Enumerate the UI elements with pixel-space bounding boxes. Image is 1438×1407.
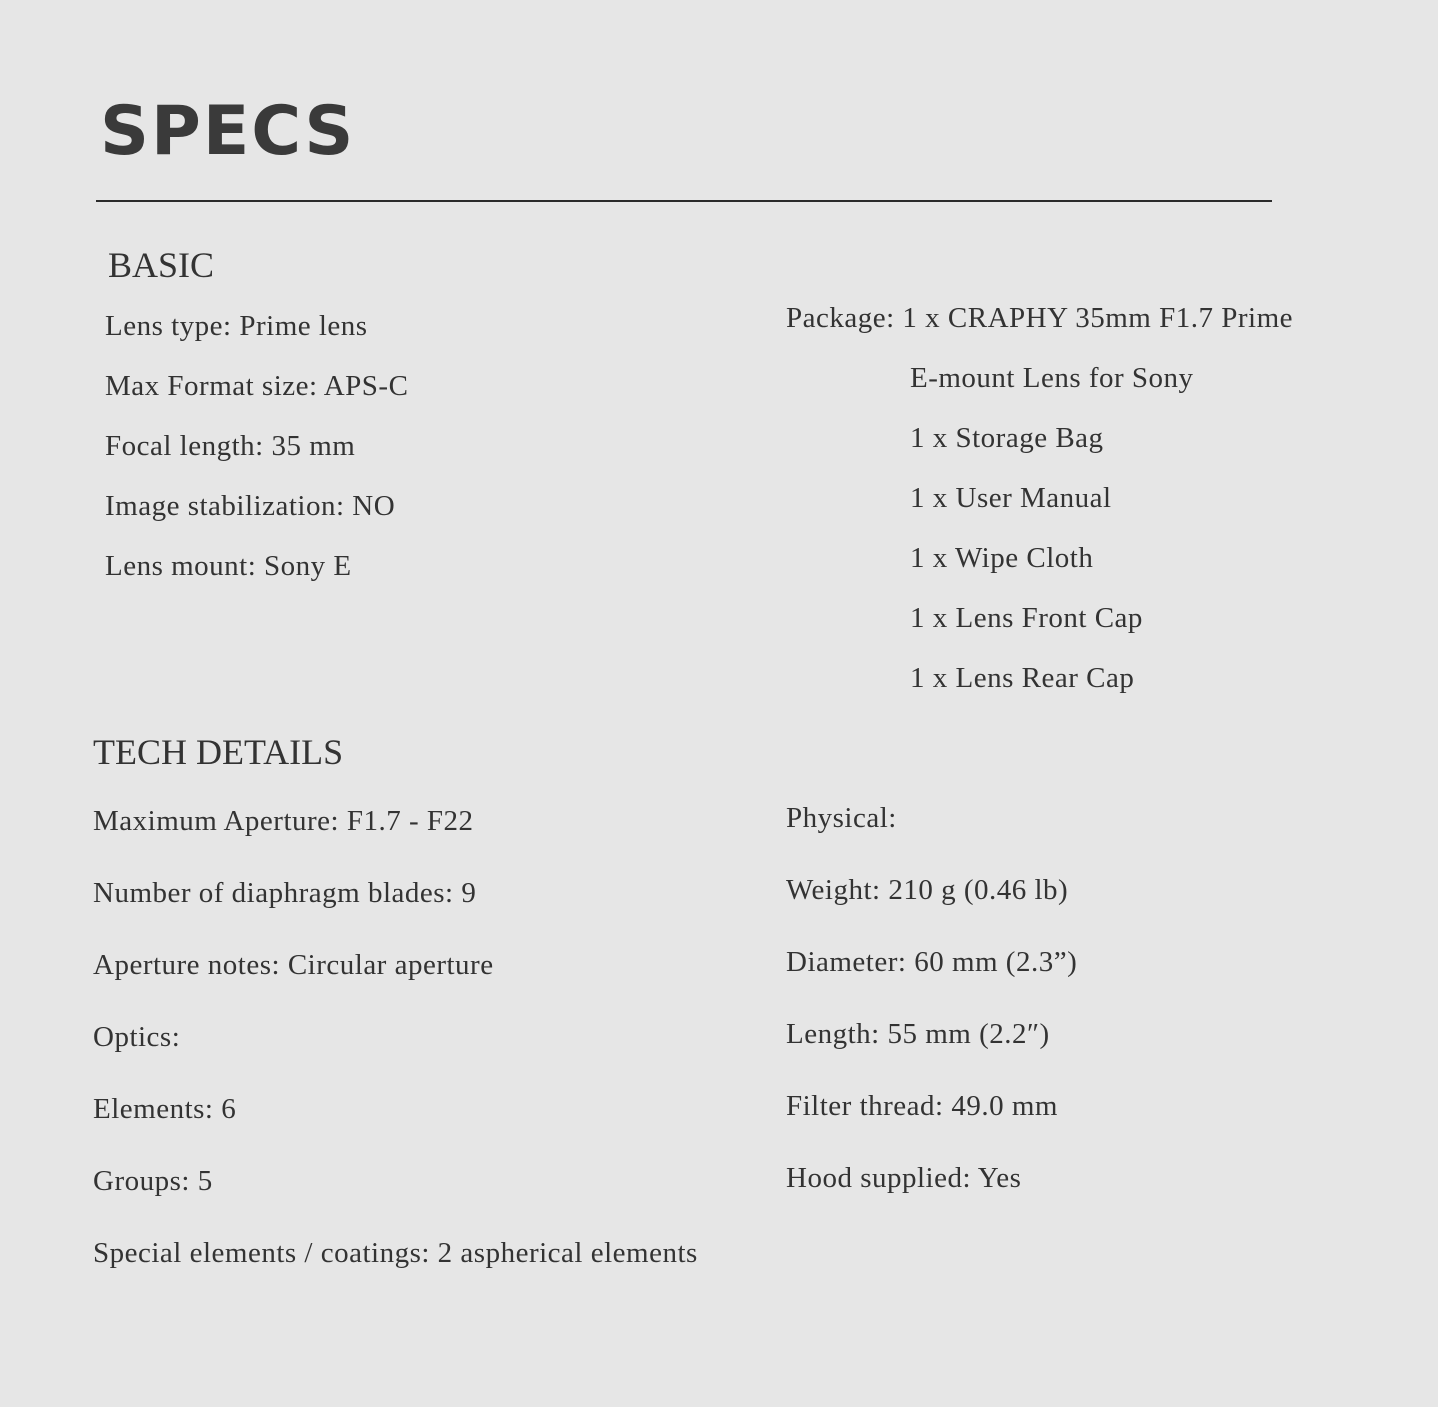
basic-heading: BASIC — [108, 245, 215, 285]
spec-filter-thread: Filter thread: 49.0 mm — [786, 1090, 1058, 1122]
spec-aperture-notes: Aperture notes: Circular aperture — [93, 949, 494, 981]
spec-elements: Elements: 6 — [93, 1093, 237, 1125]
spec-length: Length: 55 mm (2.2″) — [786, 1018, 1050, 1050]
package-line-lens-cont: E-mount Lens for Sony — [910, 362, 1194, 394]
spec-image-stabilization: Image stabilization: NO — [105, 490, 396, 522]
spec-maximum-aperture: Maximum Aperture: F1.7 - F22 — [93, 805, 474, 837]
package-line-rear-cap: 1 x Lens Rear Cap — [910, 662, 1135, 694]
package-line-storage-bag: 1 x Storage Bag — [910, 422, 1104, 454]
spec-special-elements: Special elements / coatings: 2 aspherical elements — [93, 1237, 698, 1269]
package-line-user-manual: 1 x User Manual — [910, 482, 1112, 514]
title-divider — [96, 200, 1272, 202]
spec-diameter: Diameter: 60 mm (2.3”) — [786, 946, 1078, 978]
spec-weight: Weight: 210 g (0.46 lb) — [786, 874, 1069, 906]
spec-hood-supplied: Hood supplied: Yes — [786, 1162, 1022, 1194]
spec-physical-label: Physical: — [786, 802, 897, 834]
spec-diaphragm-blades: Number of diaphragm blades: 9 — [93, 877, 477, 909]
package-line-wipe-cloth: 1 x Wipe Cloth — [910, 542, 1094, 574]
spec-lens-mount: Lens mount: Sony E — [105, 550, 352, 582]
page-title: SPECS — [100, 92, 356, 171]
spec-optics-label: Optics: — [93, 1021, 181, 1053]
spec-groups: Groups: 5 — [93, 1165, 213, 1197]
spec-lens-type: Lens type: Prime lens — [105, 310, 368, 342]
spec-max-format-size: Max Format size: APS-C — [105, 370, 409, 402]
spec-focal-length: Focal length: 35 mm — [105, 430, 356, 462]
package-line-lens: Package: 1 x CRAPHY 35mm F1.7 Prime — [786, 302, 1294, 334]
package-line-front-cap: 1 x Lens Front Cap — [910, 602, 1143, 634]
tech-details-heading: TECH DETAILS — [93, 732, 344, 772]
